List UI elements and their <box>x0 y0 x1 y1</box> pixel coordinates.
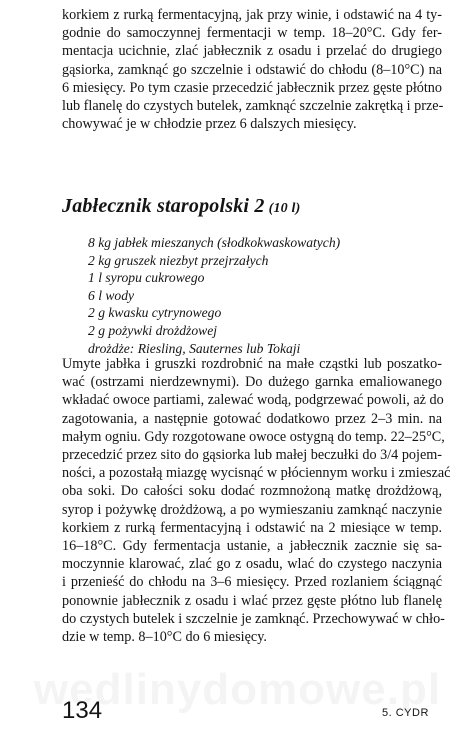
recipe-title <box>62 195 301 218</box>
ingredient-item: 2 g kwasku cytrynowego <box>88 305 222 321</box>
ingredient-item: 2 kg gruszek niezbyt przejrzałych <box>88 252 269 268</box>
text-line: 6 miesięcy. Po tym czasie przecedzić jabłecznik przez gęste płótno <box>62 79 442 96</box>
method-line: przecedzić przez sito do gąsiorka lub małej beczułki do 3/4 pojem- <box>62 447 442 464</box>
chapter-label: 5. CYDR <box>382 707 429 719</box>
text-line: chowywać je w chłodzie przez 6 dalszych miesięcy. <box>62 116 357 133</box>
method-line: 16–18°C. Gdy fermentacja ustanie, a jabłecznik zacznie się sa- <box>62 538 442 555</box>
method-line: małym ogniu. Gdy rozgotowane owoce ostygną do temp. 22–25°C, <box>62 428 445 445</box>
method-line: syrop i pożywkę drożdżową, a po wymieszaniu zamknąć naczynie <box>62 501 442 518</box>
ingredient-item: drożdże: Riesling, Sauternes lub Tokaji <box>88 340 301 356</box>
method-line: moczynnie klarować, zlać go z osadu, wlać do czystego naczynia <box>62 556 442 573</box>
method-line: ności, a pozostałą miazgę wycisnąć w płóciennym worku i zmieszać <box>62 465 451 482</box>
recipe-title-text: Jabłecznik staropolski 2 <box>62 195 265 217</box>
recipe-yield: (10 l) <box>268 201 301 216</box>
ingredient-item: 6 l wody <box>88 287 135 303</box>
text-line: gąsiorka, zamknąć go szczelnie i odstawić do chłodu (8–10°C) na <box>62 61 442 78</box>
method-line: korkiem z rurką fermentacyjną i odstawić na 2 miesiące w temp. <box>62 519 442 536</box>
ingredients-list <box>88 234 340 357</box>
continued-paragraph <box>62 6 442 133</box>
method-line: oba soki. Do całości soku dodać rozmnożoną matkę drożdżową, <box>62 483 442 500</box>
text-line: korkiem z rurką fermentacyjną, jak przy winie, i odstawić na 4 ty- <box>62 7 442 23</box>
method-line: do czystych butelek i szczelnie je zamknąć. Przechowywać w chło- <box>62 610 445 627</box>
method-line: wkładać owoce partiami, zalewać wodą, podgrzewać powoli, aż do <box>62 392 444 409</box>
page-number: 134 <box>62 697 103 724</box>
text-line: mentacja ucichnie, zlać jabłecznik z osadu i przelać do drugiego <box>62 43 442 60</box>
text-line: lub flanelę do czystych butelek, zamknąć szczelnie zakrętką i prze- <box>62 98 444 115</box>
text-line: godnie do samoczynnej fermentacji w temp. 18–20°C. Gdy fer- <box>62 25 442 42</box>
method-line: ponownie jabłecznik z osadu i wlać przez gęste płótno lub flanelę <box>62 592 442 609</box>
method-paragraph <box>62 355 451 646</box>
ingredient-item: 2 g pożywki drożdżowej <box>88 322 218 338</box>
ingredient-item: 1 l syropu cukrowego <box>88 270 205 286</box>
method-line: i przenieść do chłodu na 3–6 miesięcy. Przed rozlaniem ściągnąć <box>62 574 442 591</box>
method-line: Umyte jabłka i gruszki rozdrobnić na małe cząstki lub poszatko- <box>62 356 442 372</box>
method-line: zagotowania, a następnie gotować dodatkowo przez 2–3 min. na <box>62 410 442 427</box>
method-line: wać (ostrzami nierdzewnymi). Do dużego garnka emaliowanego <box>62 374 442 391</box>
ingredient-item: 8 kg jabłek mieszanych (słodkokwaskowatych) <box>88 235 341 250</box>
method-line: dzie w temp. 8–10°C do 6 miesięcy. <box>62 629 267 646</box>
